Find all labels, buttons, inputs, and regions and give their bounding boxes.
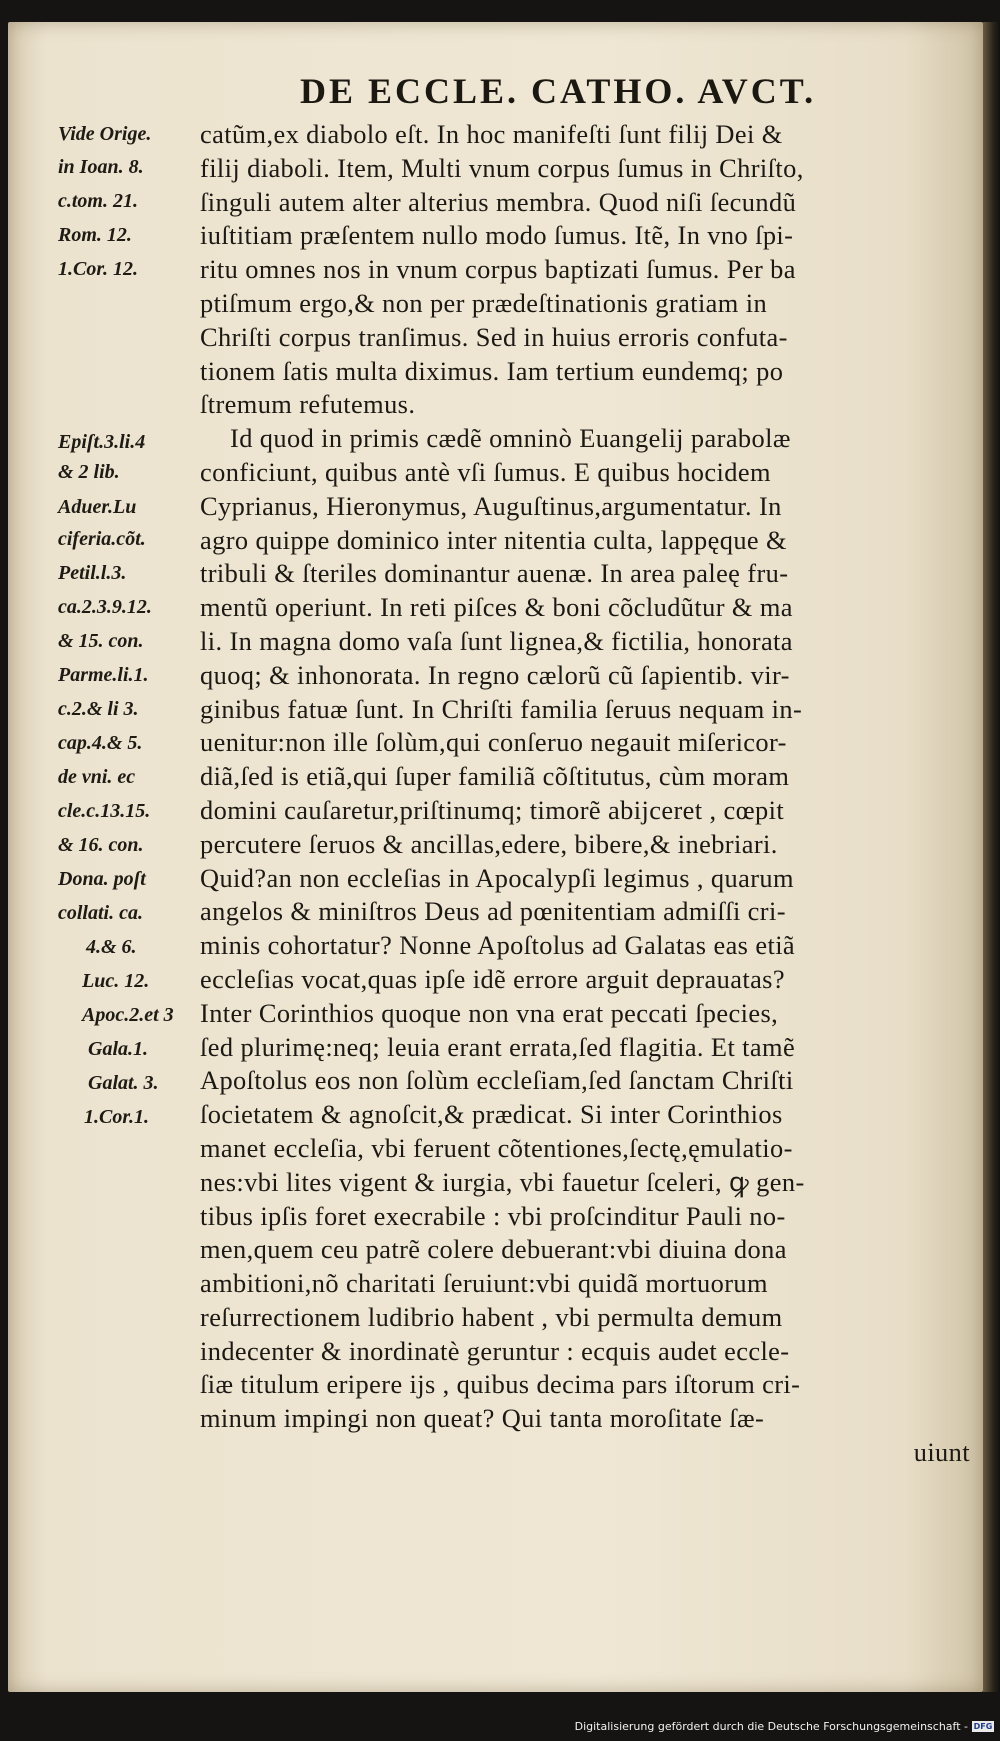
- text-line: Id quod in primis cædẽ omninò Euangelij parabolæ: [230, 423, 791, 454]
- text-line: minis cohortatur? Nonne Apoſtolus ad Galatas eas etiã: [200, 930, 796, 961]
- margin-note: & 2 lib.: [58, 461, 120, 483]
- dfg-logo-icon: DFG: [973, 1722, 993, 1731]
- margin-note: c.tom. 21.: [58, 190, 138, 212]
- margin-note: ciferia.cõt.: [58, 528, 146, 550]
- text-line: mentũ operiunt. In reti piſces & boni cõcludũtur & ma: [200, 592, 793, 623]
- margin-note: Petil.l.3.: [58, 562, 127, 584]
- text-line: agro quippe dominico inter nitentia culta, lappęque &: [200, 524, 787, 555]
- text-line: diã,ſed is etiã,qui ſuper familiã cõſtitutus, cùm moram: [200, 761, 790, 792]
- text-line: ritu omnes nos in vnum corpus baptizati ſumus. Per ba: [200, 254, 796, 285]
- main-text-block: [200, 118, 970, 1470]
- text-line: ginibus fatuæ ſunt. In Chriſti familia ſeruus nequam in-: [200, 693, 803, 724]
- margin-note: Parme.li.1.: [58, 664, 149, 686]
- text-line: eccleſias vocat,quas ipſe idẽ errore arguit deprauatas?: [200, 963, 785, 994]
- text-line: Quid?an non eccleſias in Apocalypſi legimus , quarum: [200, 862, 794, 893]
- text-line: Cyprianus, Hieronymus, Auguſtinus,argumentatur. In: [200, 490, 782, 521]
- margin-note: Vide Orige.: [58, 123, 152, 145]
- text-line: domini cauſaretur,priſtinumq; timorẽ abijceret , cœpit: [200, 794, 785, 825]
- text-line: ſocietatem & agnoſcit,& prædicat. Si inter Corinthios: [200, 1099, 783, 1130]
- margin-note: Dona. poſt: [58, 868, 146, 890]
- text-line: ſtremum refutemus.: [200, 389, 416, 420]
- margin-note: ca.2.3.9.12.: [58, 596, 152, 618]
- margin-note: Luc. 12.: [82, 970, 150, 992]
- text-line: minum impingi non queat? Qui tanta moroſitate ſæ-: [200, 1403, 765, 1434]
- digitization-credit: [575, 1720, 994, 1733]
- margin-note: Galat. 3.: [88, 1072, 159, 1094]
- text-line: quoq; & inhonorata. In regno cælorũ cũ ſapientib. vir-: [200, 659, 790, 690]
- running-header: DE ECCLE. CATHO. AVCT.: [300, 71, 817, 111]
- credit-text: Digitalisierung gefördert durch die Deutsche Forschungsgemeinschaft -: [574, 1720, 968, 1733]
- text-line: men,quem ceu patrẽ colere debuerant:vbi diuina dona: [200, 1234, 787, 1265]
- text-line: Apoſtolus eos non ſolùm eccleſiam,ſed ſanctam Chriſti: [200, 1065, 794, 1096]
- book-edge: [983, 22, 1000, 1692]
- text-line: Inter Corinthios quoque non vna erat peccati ſpecies,: [200, 997, 779, 1028]
- margin-note: de vni. ec: [58, 766, 136, 788]
- margin-note: cle.c.13.15.: [58, 800, 151, 822]
- text-line: uenitur:non ille ſolùm,qui conſeruo negauit miſericor-: [200, 727, 787, 758]
- text-line: ambitioni,nõ charitati ſeruiunt:vbi quidã mortuorum: [200, 1268, 768, 1299]
- margin-note: c.2.& li 3.: [58, 698, 139, 720]
- margin-note: Epiſt.3.li.4: [58, 431, 146, 453]
- text-line: tionem ſatis multa diximus. Iam tertium eundemq; po: [200, 355, 784, 386]
- margin-note: cap.4.& 5.: [58, 732, 143, 754]
- catchword: uiunt: [913, 1437, 970, 1468]
- text-line: manet eccleſia, vbi feruent cõtentiones,ſectę,ęmulatio-: [200, 1132, 793, 1163]
- margin-note: 1.Cor. 12.: [58, 258, 139, 280]
- margin-note: Gala.1.: [88, 1038, 148, 1060]
- text-line: ptiſmum ergo,& non per prædeſtinationis gratiam in: [200, 287, 768, 318]
- text-line: ſiæ titulum eripere ijs , quibus decima pars iſtorum cri-: [200, 1369, 801, 1400]
- margin-note: 1.Cor.1.: [84, 1106, 150, 1128]
- text-line: conficiunt, quibus antè vſi ſumus. E quibus hocidem: [200, 456, 771, 487]
- text-line: percutere ſeruos & ancillas,edere, bibere,& inebriari.: [200, 828, 778, 859]
- text-line: catũm,ex diabolo eſt. In hoc manifeſti ſunt filij Dei &: [200, 119, 783, 149]
- text-line: li. In magna domo vaſa ſunt lignea,& fictilia, honorata: [200, 625, 793, 656]
- margin-note: Aduer.Lu: [58, 496, 137, 518]
- text-line: iuſtitiam præſentem nullo modo ſumus. Itẽ, In vno ſpi-: [200, 220, 794, 251]
- margin-note: in Ioan. 8.: [58, 156, 144, 178]
- text-line: Chriſti corpus tranſimus. Sed in huius erroris confuta-: [200, 321, 788, 352]
- text-line: tibus ipſis foret execrabile : vbi proſcinditur Pauli no-: [200, 1200, 786, 1231]
- text-line: ſed plurimę:neq; leuia erant errata,ſed flagitia. Et tamẽ: [200, 1031, 796, 1062]
- text-line: indecenter & inordinatè geruntur : ecquis audet eccle-: [200, 1335, 790, 1366]
- text-line: angelos & miniſtros Deus ad pœnitentiam admiſſi cri-: [200, 896, 786, 927]
- text-line: nes:vbi lites vigent & iurgia, vbi fauetur ſceleri, ꝙ gen-: [200, 1166, 805, 1197]
- margin-note: Rom. 12.: [58, 224, 132, 246]
- margin-note: collati. ca.: [58, 902, 143, 924]
- text-line: tribuli & ſteriles dominantur auenæ. In area paleę fru-: [200, 558, 789, 589]
- margin-note: & 16. con.: [58, 834, 144, 856]
- text-line: reſurrectionem ludibrio habent , vbi permulta demum: [200, 1301, 783, 1332]
- margin-note: Apoc.2.et 3: [82, 1004, 174, 1026]
- margin-note: 4.& 6.: [86, 936, 137, 958]
- margin-note: & 15. con.: [58, 630, 144, 652]
- text-line: filij diaboli. Item, Multi vnum corpus ſumus in Chriſto,: [200, 152, 804, 183]
- text-line: ſinguli autem alter alterius membra. Quod niſi ſecundũ: [200, 186, 797, 217]
